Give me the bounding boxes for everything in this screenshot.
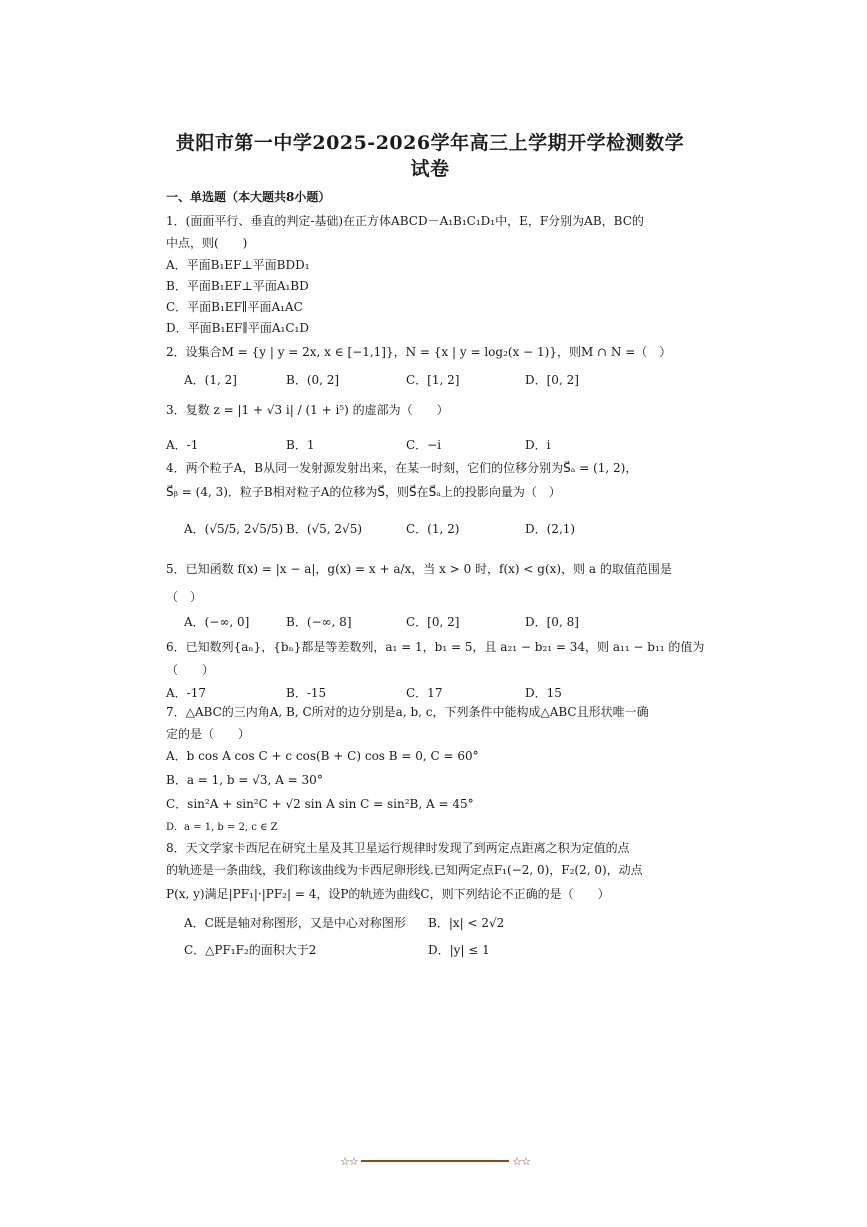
footer-left-stars: ☆☆ <box>340 1154 358 1168</box>
question-5-option-b: B．(−∞, 8] <box>286 615 352 629</box>
question-3-option-c: C．−i <box>406 438 442 452</box>
question-6-line-2: （ ） <box>166 663 215 677</box>
question-7-option-a: A．b cos A cos C + c cos(B + C) cos B = 0, C = 60° <box>166 749 479 763</box>
question-8-option-c: C．△PF₁F₂的面积大于2 <box>184 943 317 957</box>
question-3-option-b: B．1 <box>286 438 315 452</box>
question-8-option-d: D．|y| ≤ 1 <box>428 943 490 957</box>
question-2-option-c: C．[1, 2] <box>406 373 460 387</box>
question-5-line-2: （ ） <box>166 590 203 604</box>
question-3-option-d: D．i <box>525 438 551 452</box>
footer-ornament <box>340 1154 530 1168</box>
question-8-line-2: 的轨迹是一条曲线，我们称该曲线为卡西尼卵形线.已知两定点F₁(−2, 0)，F₂(2, 0)，动点 <box>166 863 643 877</box>
question-8-line-3: P(x, y)满足|PF₁|·|PF₂| = 4，设P的轨迹为曲线C，则下列结论不正确的是（ ） <box>166 887 610 901</box>
question-1-option-c: C．平面B₁EF∥平面A₁AC <box>166 300 303 314</box>
question-4-option-d: D．(2,1) <box>525 522 576 536</box>
question-8-option-b: B．|x| < 2√2 <box>428 916 505 930</box>
question-6-option-c: C．17 <box>406 686 443 700</box>
question-3-option-a: A．-1 <box>166 438 199 452</box>
exam-title-line2: 试卷 <box>410 158 450 180</box>
question-1-option-d: D．平面B₁EF∥平面A₁C₁D <box>166 321 309 335</box>
question-6-line-1: 6．已知数列{aₙ}，{bₙ}都是等差数列，a₁ = 1，b₁ = 5，且 a₂₁ − b₂₁ = 34，则 a₁₁ − b₁₁ 的值为 <box>166 640 705 654</box>
footer-rule <box>361 1160 510 1162</box>
question-8-option-a: A．C既是轴对称图形，又是中心对称图形 <box>184 916 406 930</box>
question-2-option-d: D．[0, 2] <box>525 373 579 387</box>
question-6-option-b: B．-15 <box>286 686 327 700</box>
question-2-option-a: A．(1, 2] <box>184 373 237 387</box>
question-1-option-a: A．平面B₁EF⊥平面BDD₁ <box>166 258 310 272</box>
question-8-line-1: 8．天文学家卡西尼在研究土星及其卫星运行规律时发现了到两定点距离之积为定值的点 <box>166 841 630 855</box>
question-5-line-1: 5．已知函数 f(x) = |x − a|，g(x) = x + a/x，当 x > 0 时，f(x) < g(x)，则 a 的取值范围是 <box>166 562 672 576</box>
question-7-option-c: C．sin²A + sin²C + √2 sin A sin C = sin²B, A = 45° <box>166 797 474 811</box>
question-5-option-a: A．(−∞, 0] <box>184 615 250 629</box>
question-4-line-2: S⃗ᵦ = (4, 3)．粒子B相对粒子A的位移为S⃗，则S⃗在S⃗ₐ上的投影向量为（ ） <box>166 485 561 499</box>
question-1-line-2: 中点，则( ) <box>166 236 248 250</box>
footer-right-stars: ☆☆ <box>512 1154 530 1168</box>
question-6-option-d: D．15 <box>525 686 562 700</box>
question-2-option-b: B．(0, 2] <box>286 373 340 387</box>
question-6-option-a: A．-17 <box>166 686 206 700</box>
question-5-option-d: D．[0, 8] <box>525 615 579 629</box>
question-5-option-c: C．[0, 2] <box>406 615 460 629</box>
question-4-option-b: B．(√5, 2√5) <box>286 522 363 536</box>
question-4-option-a: A．(√5/5, 2√5/5) <box>184 522 284 536</box>
question-1-line-1: 1．(面面平行、垂直的判定-基础)在正方体ABCD－A₁B₁C₁D₁中，E，F分别为AB，BC的 <box>166 214 644 228</box>
question-4-option-c: C．(1, 2) <box>406 522 460 536</box>
question-7-line-1: 7．△ABC的三内角A, B, C所对的边分别是a, b, c，下列条件中能构成△ABC且形状唯一确 <box>166 705 649 719</box>
section-heading: 一、单选题（本大题共8小题） <box>166 190 331 204</box>
question-3-line-1: 3．复数 z = |1 + √3 i| / (1 + i⁵) 的虚部为（ ） <box>166 403 449 417</box>
question-4-line-1: 4．两个粒子A，B从同一发射源发射出来，在某一时刻，它们的位移分别为S⃗ₐ = (1, 2)， <box>166 461 638 475</box>
exam-title-line1: 贵阳市第一中学2025-2026学年高三上学期开学检测数学 <box>175 132 685 154</box>
question-7-option-d: D．a = 1, b = 2, c ∈ Z <box>166 822 278 833</box>
question-7-line-2: 定的是（ ） <box>166 727 251 741</box>
question-2-line-1: 2．设集合M = {y | y = 2x, x ∈ [−1,1]}，N = {x | y = log₂(x − 1)}，则M ∩ N =（ ） <box>166 345 672 359</box>
question-7-option-b: B．a = 1, b = √3, A = 30° <box>166 773 323 787</box>
question-1-option-b: B．平面B₁EF⊥平面A₁BD <box>166 279 309 293</box>
